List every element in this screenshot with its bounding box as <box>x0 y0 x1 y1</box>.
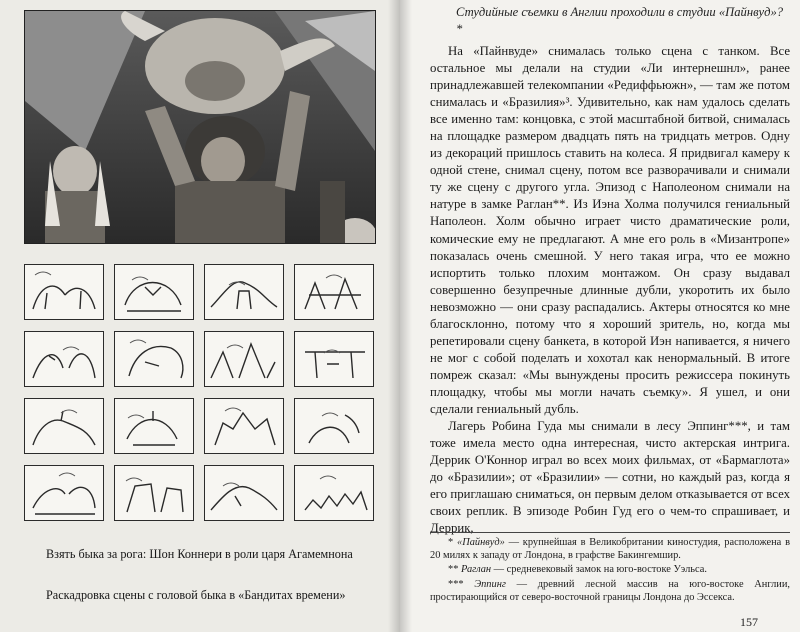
storyboard-frame <box>204 465 284 521</box>
footnote <box>430 536 790 562</box>
page-number: 157 <box>740 615 758 629</box>
book-gutter <box>388 0 412 632</box>
storyboard-frame <box>294 398 374 454</box>
footnote-divider <box>430 532 790 533</box>
paragraph: Лагерь Робина Гуда мы снимали в лесу Эппинг***, и там тоже имела место одна интересная, чисто актерская интрига. Деррик О'Коннор играл во всех моих фильмах, от «Бармаглота» до «Бразилии»; от «Бразилии» — сотни, но каждый раз, когда я его приглашаю сниматься, он первым делом отказывается от всех своих реплик. В эпизоде Робин Гуд его о чем-то спрашивает, и Деррик, <box>430 419 790 536</box>
storyboard-frame <box>24 331 104 387</box>
footnote-text: — средневековый замок на юго-востоке Уэльса. <box>491 564 707 576</box>
body-text <box>430 43 790 537</box>
interview-question: Студийные съемки в Англии проходили в студии «Пайнвуд»?* <box>456 5 784 36</box>
footnote-text: — крупнейшая в Великобритании киностудия, расположена в 20 милях к западу от Лондона, в графстве Бакингемшир. <box>430 537 790 562</box>
footnote-term: Раглан <box>461 564 492 576</box>
storyboard-frame <box>114 465 194 521</box>
storyboard-frame <box>24 264 104 320</box>
storyboard-frame <box>204 398 284 454</box>
film-still-photo <box>24 10 376 244</box>
storyboard-frame <box>294 465 374 521</box>
footnote <box>430 578 790 604</box>
storyboard-caption: Раскадровка сцены с головой быка в «Бандитах времени» <box>46 588 346 602</box>
storyboard-frame <box>114 331 194 387</box>
footnote <box>430 563 790 576</box>
storyboard-frame <box>114 398 194 454</box>
storyboard-frame <box>114 264 194 320</box>
storyboard-frame <box>24 398 104 454</box>
footnote-marker: *** <box>448 578 464 590</box>
footnotes <box>430 536 790 605</box>
storyboard-frame <box>204 264 284 320</box>
storyboard-frame <box>204 331 284 387</box>
footnote-term: «Пайнвуд» <box>457 537 505 548</box>
paragraph: На «Пайнвуде» снималась только сцена с танком. Все остальное мы делали на студии «Ли интернешнл», ранее принадлежавшей телекомпании «Редиффьюжн», — там же потом снималась и «Бразилия»³. Удивительно, как нам удалось сделать все именно там: концовка, с этой масштабной битвой, снималась на площадке размером двадцать пять на тридцать метров. Одну из декораций пришлось ставить на колеса. Я придвигал камеру к одной стене, снимал сцену, потом все разворачивали и снимали ту же сцену с другого угла. Эпизод с Наполеоном снимали на натуре в замке Раглан**. Из Иэна Холма получился гениальный Наполеон. Холм обычно играет чисто драматические роли, комические ему не предлагают. А мне его роль в «Мизантропе» показалась очень смешной. У него такая игра, что ее можно испортить только плохим монтажом. Он сразу выдавал совершенно безупречные длинные дубли, укоротить их было невозможно — они сразу распадались. Актеры относятся ко мне благосклонно, потому что я хороший зритель, но, когда мы репетировали сцену банкета, в которой Иэн напивается, я ничего не мог с собой поделать и хохотал как ненормальный. В итоге помреж сказал: «Мы вынуждены просить режиссера покинуть площадку, чтобы мы могли начать съемку». Я ушел, и они сделали гениальный дубль. <box>430 44 790 416</box>
footnote-text: — древний лесной массив на юго-востоке Англии, простирающийся от северо-восточной границы Лондона до Эссекса. <box>430 578 790 603</box>
storyboard-sketches <box>24 264 376 516</box>
storyboard-frame <box>294 264 374 320</box>
storyboard-frame <box>294 331 374 387</box>
photo-caption: Взять быка за рога: Шон Коннери в роли царя Агамемнона <box>46 547 353 561</box>
footnote-marker: * <box>448 537 454 548</box>
storyboard-frame <box>24 465 104 521</box>
footnote-marker: ** <box>448 564 459 576</box>
footnote-term: Эппинг <box>474 578 506 590</box>
